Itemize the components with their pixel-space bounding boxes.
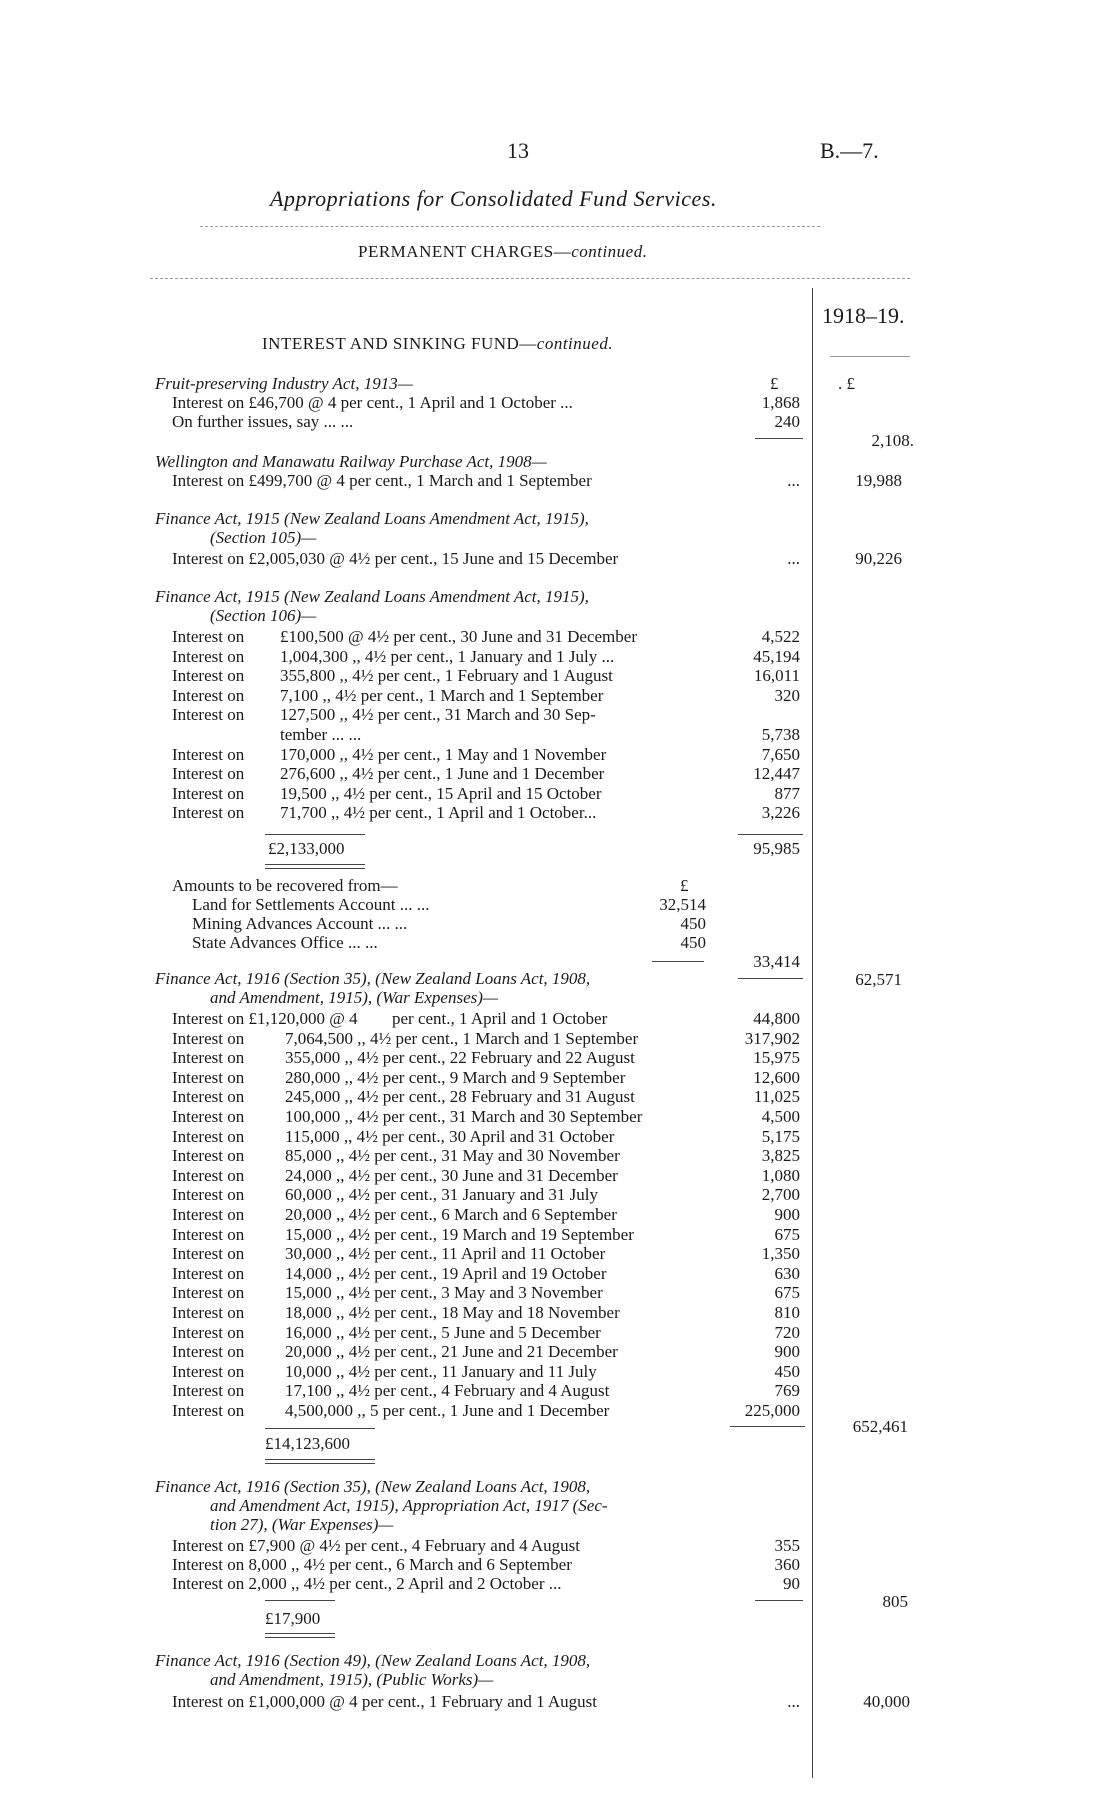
recover-line-3: State Advances Office ... ... [192,933,378,952]
f35-row-detail: 4,500,000 ,, 5 per cent., 1 June and 1 December [285,1401,610,1420]
f35-row-value: 4,500 [761,1107,800,1126]
section-heading: INTEREST AND SINKING FUND—continued. [262,334,614,353]
f106-row-detail: tember ... ... [280,725,362,744]
total-column-rule [812,288,813,1778]
f35-row-label: Interest on [172,1028,245,1048]
recover-line-2: Mining Advances Account ... ... [192,914,408,933]
f35-row-detail: 16,000 ,, 4½ per cent., 5 June and 5 December [285,1322,601,1342]
f105-heading-1: Finance Act, 1915 (New Zealand Loans Amendment Act, 1915), [155,509,589,528]
f106-row-detail: 19,500 ,, 4½ per cent., 15 April and 15 October [280,783,602,803]
pound-sign: £ [770,374,779,393]
f35-row-value: 1,350 [761,1244,800,1264]
f106-row-label: Interest on [172,783,245,803]
f106-row-detail: 7,100 ,, 4½ per cent., 1 March and 1 September [280,685,604,705]
f49-total: 40,000 [863,1692,910,1711]
f35-row-detail: 280,000 ,, 4½ per cent., 9 March and 9 September [285,1067,626,1087]
f106-row-value: 3,226 [761,803,800,823]
f106-row-label: Interest on [172,627,245,646]
f35b-line-2: Interest on 8,000 ,, 4½ per cent., 6 March and 6 September [172,1555,572,1574]
year-underline [830,356,910,357]
f35b-value-1: 355 [774,1536,800,1555]
f35b-line-3: Interest on 2,000 ,, 4½ per cent., 2 April and 2 October ... [172,1574,562,1593]
f35-row-value: 675 [774,1224,800,1244]
f35-row-value: 810 [774,1303,800,1322]
f35-row-value: 1,080 [761,1165,800,1185]
f106-heading-1: Finance Act, 1915 (New Zealand Loans Amendment Act, 1915), [155,587,589,606]
net-rule [738,978,803,979]
f49-heading-1: Finance Act, 1916 (Section 49), (New Zealand Loans Act, 1908, [155,1651,591,1670]
f35-row-label: Interest on [172,1263,245,1283]
f35-row-value: 3,825 [761,1146,800,1166]
f35-row-label: Interest on [172,1322,245,1342]
fruit-rule [755,438,803,439]
f106-double-rule-b [265,868,365,869]
f35-row-detail: 115,000 ,, 4½ per cent., 30 April and 31 October [285,1126,615,1146]
f35b-double-rule-a [265,1633,335,1634]
f35-row-label: Interest on [172,1146,245,1166]
fruit-value-2: 240 [774,412,800,431]
f35b-interest-rule [755,1600,803,1601]
fruit-act-heading: Fruit-preserving Industry Act, 1913— [155,374,413,393]
f35-row-detail: 85,000 ,, 4½ per cent., 31 May and 30 November [285,1146,620,1166]
recover-total: 33,414 [753,952,800,971]
f106-row-label: Interest on [172,764,245,784]
wellington-heading: Wellington and Manawatu Railway Purchase Act, 1908— [155,452,547,471]
f35-row-value: 450 [774,1361,800,1381]
f35b-double-rule-b [265,1637,335,1638]
title-rule [200,226,820,227]
f106-row-value: 7,650 [761,744,800,764]
f35-row-label: Interest on [172,1361,245,1381]
f106-row-detail: 71,700 ,, 4½ per cent., 1 April and 1 October... [280,803,597,823]
f106-row-detail: £100,500 @ 4½ per cent., 30 June and 31 December [280,627,637,646]
f35b-heading-1: Finance Act, 1916 (Section 35), (New Zealand Loans Act, 1908, [155,1477,591,1496]
f106-row-value: 16,011 [753,666,800,686]
f35-row-value: 675 [774,1283,800,1303]
f105-dots: ... [787,549,800,568]
f49-line: Interest on £1,000,000 @ 4 per cent., 1 February and 1 August [172,1692,597,1711]
f35-row-value: 900 [774,1342,800,1362]
f35-row-value: 2,700 [761,1185,800,1205]
f35-row-detail: 24,000 ,, 4½ per cent., 30 June and 31 December [285,1165,618,1185]
f35-row-detail: 15,000 ,, 4½ per cent., 3 May and 3 November [285,1283,603,1303]
recover-value-3: 450 [680,933,706,952]
f35-heading-2: and Amendment, 1915), (War Expenses)— [210,988,499,1007]
wellington-dots: ... [787,471,800,490]
f35b-value-3: 90 [783,1574,800,1593]
f106-interest-rule [738,834,803,835]
f35-row-detail: 14,000 ,, 4½ per cent., 19 April and 19 October [285,1263,607,1283]
fruit-line-1: Interest on £46,700 @ 4 per cent., 1 April and 1 October ... [172,393,573,412]
f106-row-detail: 276,600 ,, 4½ per cent., 1 June and 1 December [280,764,605,784]
fruit-value-1: 1,868 [761,393,800,412]
f35-row-value: 630 [774,1263,800,1283]
f35-row-label: Interest on [172,1303,245,1322]
f35-row-label: Interest on [172,1107,245,1126]
f35b-heading-3: tion 27), (War Expenses)— [210,1515,394,1534]
f35-row-label: Interest on £1,120,000 @ 4 [172,1009,358,1028]
f106-row-value: 320 [774,685,800,705]
f106-row-label: Interest on [172,803,245,823]
page-title: Appropriations for Consolidated Fund Services. [270,186,717,211]
f35-row-detail: per cent., 1 April and 1 October [392,1009,608,1028]
f106-row-label: Interest on [172,666,245,686]
f35-row-label: Interest on [172,1048,245,1068]
f35-row-detail: 10,000 ,, 4½ per cent., 11 January and 11 July [285,1361,597,1381]
f106-row-value: 45,194 [753,646,800,666]
f35b-sum-principal: £17,900 [265,1609,321,1628]
f106-row-detail: 170,000 ,, 4½ per cent., 1 May and 1 November [280,744,607,764]
f35-row-label: Interest on [172,1244,245,1264]
f106-row-detail: 1,004,300 ,, 4½ per cent., 1 January and 1 July ... [280,646,615,666]
f35-row-detail: 100,000 ,, 4½ per cent., 31 March and 30 September [285,1107,643,1126]
f35b-sum-rule [265,1600,335,1601]
page-number: 13 [507,138,529,163]
f35-row-label: Interest on [172,1224,245,1244]
f106-row-label: Interest on [172,705,245,725]
f49-dots: ... [787,1692,800,1711]
f106-net-total: 62,571 [855,970,902,989]
header-rule [150,278,910,279]
f106-row-value: 5,738 [761,725,800,744]
f35-row-label: Interest on [172,1401,245,1420]
f106-row-label: Interest on [172,744,245,764]
f35b-line-1: Interest on £7,900 @ 4½ per cent., 4 February and 4 August [172,1536,580,1555]
f35-row-label: Interest on [172,1126,245,1146]
f106-row-value: 12,447 [753,764,800,784]
f35-row-detail: 245,000 ,, 4½ per cent., 28 February and 31 August [285,1087,635,1107]
f35-row-label: Interest on [172,1067,245,1087]
f35-row-detail: 18,000 ,, 4½ per cent., 18 May and 18 November [285,1303,620,1322]
page-subtitle: PERMANENT CHARGES—continued. [358,242,648,261]
f35-sum-principal: £14,123,600 [265,1434,350,1453]
f106-sum-principal: £2,133,000 [268,839,345,858]
f35b-total: 805 [882,1592,908,1611]
f35-row-label: Interest on [172,1165,245,1185]
f35-row-label: Interest on [172,1087,245,1107]
f105-line: Interest on £2,005,030 @ 4½ per cent., 15 June and 15 December [172,549,619,568]
f35-interest-rule [730,1426,805,1427]
f105-heading-2: (Section 105)— [210,528,317,547]
f35-row-detail: 7,064,500 ,, 4½ per cent., 1 March and 1 September [285,1028,639,1048]
recover-heading: Amounts to be recovered from— [172,876,398,895]
f35-row-value: 720 [774,1322,800,1342]
page-reference: B.—7. [820,138,879,163]
f35-row-value: 317,902 [744,1028,800,1048]
f35-row-detail: 20,000 ,, 4½ per cent., 21 June and 21 December [285,1342,618,1362]
f35b-value-2: 360 [774,1555,800,1574]
recover-pound: £ [680,876,689,895]
pound-sign-total: . £ [838,374,855,393]
fruit-line-2: On further issues, say ... ... [172,412,354,431]
f35-row-value: 44,800 [753,1009,800,1028]
f106-row-label: Interest on [172,646,245,666]
f35-row-detail: 17,100 ,, 4½ per cent., 4 February and 4 August [285,1381,610,1401]
f35-sum-rule [265,1428,375,1429]
f106-sum-rule [265,834,365,835]
year-heading: 1918–19. [822,303,905,328]
f35-row-label: Interest on [172,1381,245,1401]
f106-heading-2: (Section 106)— [210,606,317,625]
f106-row-value: 4,522 [761,627,800,646]
f35-row-value: 5,175 [761,1126,800,1146]
f35-row-detail: 60,000 ,, 4½ per cent., 31 January and 31 July [285,1185,599,1205]
f35-total: 652,461 [852,1417,908,1436]
f106-row-label: Interest on [172,685,245,705]
f35-row-label: Interest on [172,1185,245,1205]
f35-row-detail: 355,000 ,, 4½ per cent., 22 February and 22 August [285,1048,635,1068]
wellington-line: Interest on £499,700 @ 4 per cent., 1 March and 1 September [172,471,592,490]
f105-total: 90,226 [855,549,902,568]
f35-row-detail: 30,000 ,, 4½ per cent., 11 April and 11 October [285,1244,606,1264]
f35-row-value: 900 [774,1205,800,1224]
f35-double-rule-b [265,1463,375,1464]
recover-rule [652,961,704,962]
f106-row-value: 877 [774,783,800,803]
f106-row-detail: 355,800 ,, 4½ per cent., 1 February and 1 August [280,666,613,686]
f35-row-value: 225,000 [744,1401,800,1420]
f35-row-value: 12,600 [753,1067,800,1087]
fruit-total: 2,108. [871,431,914,450]
f35-double-rule-a [265,1459,375,1460]
f49-heading-2: and Amendment, 1915), (Public Works)— [210,1670,494,1689]
f35-row-label: Interest on [172,1342,245,1362]
f106-double-rule-a [265,864,365,865]
recover-line-1: Land for Settlements Account ... ... [192,895,430,914]
f35-row-value: 15,975 [753,1048,800,1068]
f35-heading-1: Finance Act, 1916 (Section 35), (New Zealand Loans Act, 1908, [155,969,591,988]
f35b-heading-2: and Amendment Act, 1915), Appropriation Act, 1917 (Sec- [210,1496,608,1515]
f35-row-value: 11,025 [753,1087,800,1107]
f35-row-detail: 20,000 ,, 4½ per cent., 6 March and 6 September [285,1205,617,1224]
wellington-total: 19,988 [855,471,902,490]
recover-value-1: 32,514 [659,895,706,914]
f35-row-value: 769 [774,1381,800,1401]
f106-sum-interest: 95,985 [753,839,800,858]
f35-row-label: Interest on [172,1205,245,1224]
recover-value-2: 450 [680,914,706,933]
f35-row-detail: 15,000 ,, 4½ per cent., 19 March and 19 September [285,1224,634,1244]
f106-row-detail: 127,500 ,, 4½ per cent., 31 March and 30 Sep- [280,705,596,725]
f35-row-label: Interest on [172,1283,245,1303]
